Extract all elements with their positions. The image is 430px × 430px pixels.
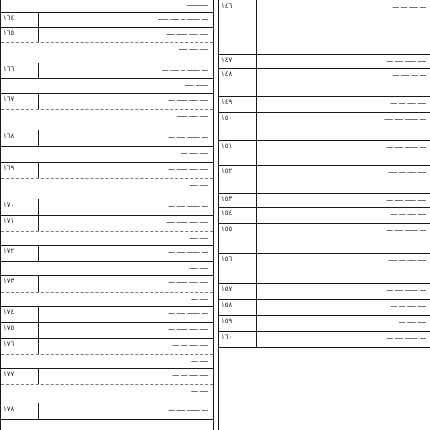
entry-text: ــــ ــــ	[189, 180, 208, 188]
index-row	[219, 96, 430, 113]
entry-text: ــــ ــــ ـــــ	[176, 111, 208, 119]
index-row	[219, 207, 430, 224]
page-number: ١٥٥	[219, 223, 257, 253]
index-row	[219, 299, 430, 316]
entry-text: ــــ ــــ ـــــ ـــ	[168, 95, 208, 103]
entry-text: ـــ ــــــ ــــ ـــ	[168, 247, 208, 255]
page-number: ١٧٣	[1, 275, 39, 292]
right-index-column	[218, 0, 430, 430]
index-row	[1, 354, 213, 369]
index-row	[1, 78, 213, 94]
entry-text: ــــ ـــ	[191, 294, 208, 302]
index-row	[1, 292, 213, 307]
entry-text: ـــ ــــ ـــ ـــ	[392, 2, 426, 10]
entry-text: ــــ ــــ ـــ ــــ	[388, 167, 426, 175]
entry-text: ــــ ــــ ـــ ـــ	[390, 98, 426, 106]
page-number: ١٦٧	[1, 93, 39, 109]
entry-text: ـــ ــــــ ــ ــــ ـــ	[162, 65, 208, 73]
page-number: ١٥٨	[219, 299, 257, 315]
index-row	[219, 0, 430, 55]
entry-text: ـــ ــــــ ــــ ـــ	[386, 285, 426, 293]
index-row	[219, 193, 430, 208]
page-number: ١٤٨	[219, 68, 257, 96]
page-number: ١٥٤	[219, 207, 257, 223]
page-number: ١٦٦	[1, 63, 39, 78]
entry-text: ـــ ــــــ ــــ ـــ	[386, 225, 426, 233]
page-number: ١٥٢	[219, 165, 257, 193]
entry-text: ـــ ــــــ ــــ ــــ	[384, 114, 426, 122]
index-row	[219, 315, 430, 332]
index-row	[1, 162, 213, 179]
entry-text: ـــ ــــــ ــــ ـــ	[386, 333, 426, 341]
index-row	[1, 338, 213, 355]
page-number: ١٧١	[1, 215, 39, 231]
entry-text: ــــ ــــ	[189, 233, 208, 241]
index-row	[1, 231, 213, 246]
index-row	[1, 12, 213, 28]
index-row	[219, 68, 430, 97]
index-row	[1, 215, 213, 232]
entry-text: ــــ ــــ ـــــ ـــ	[168, 324, 208, 332]
entry-text: ـــ ــــــ ــــ ـــ	[168, 405, 208, 413]
page-number: ١٧٦	[1, 338, 39, 354]
page-number: ١٧٨	[1, 403, 39, 419]
entry-text: ـــ ـــ ــــ ـــ	[392, 70, 426, 78]
page-number: ١٤٧	[219, 54, 257, 68]
entry-text: ــــ ــــ	[189, 263, 208, 271]
entry-text: ــــ ــــ ـــ ـــ	[390, 301, 426, 309]
index-row	[1, 275, 213, 293]
index-row	[1, 178, 213, 195]
index-row	[219, 112, 430, 141]
index-row	[1, 306, 213, 323]
index-row	[1, 109, 213, 126]
entry-text: ــــ ــــ ـــ ـــ	[172, 370, 208, 378]
entry-text: ــــ ــــ ـــ ـــ	[172, 340, 208, 348]
page-number: ١٥٧	[219, 283, 257, 299]
index-row	[1, 245, 213, 262]
index-row	[1, 261, 213, 276]
page-number: ١٦٨	[1, 130, 39, 146]
page-number: ١٧٥	[1, 322, 39, 338]
entry-text: ـــ ــــــ ــــ ـــ	[386, 142, 426, 150]
index-row	[1, 199, 213, 216]
index-row	[1, 42, 213, 59]
page-number: ١٤٩	[219, 96, 257, 112]
entry-text: ــــ ــــ ـــ ــــ	[388, 255, 426, 263]
entry-text: ــــ ـــ	[191, 386, 208, 394]
index-row	[1, 384, 213, 399]
index-row	[1, 403, 213, 420]
entry-text: ـــ ــــــ ــــ ـــ	[168, 308, 208, 316]
entry-text: ــــ ــــ ـــ	[398, 317, 426, 325]
entry-text: ــــ ــــ ـــــ ــــ	[166, 29, 208, 37]
index-row	[219, 253, 430, 284]
index-row	[219, 165, 430, 194]
entry-text: ــــ ـــــ ــــ ـــ	[386, 56, 426, 64]
entry-text: ــــ ــــ ـــــ ــــ	[166, 217, 208, 225]
page-number: ١٧٧	[1, 368, 39, 384]
page-number: ١٧٠	[1, 199, 39, 215]
entry-text: ــــ ــــ ـــــ ـــ	[168, 164, 208, 172]
index-row	[1, 368, 213, 385]
index-row	[1, 146, 213, 163]
entry-text: ــــ ـــــ ــــ ـــ	[386, 195, 426, 203]
page-number: ١٥٦	[219, 253, 257, 283]
index-row	[219, 140, 430, 166]
entry-text: ─────	[186, 2, 208, 10]
entry-text: ــــ ــــ ـــــ ـــ	[168, 277, 208, 285]
entry-text: ــــــ ــــ	[185, 80, 208, 88]
index-row	[1, 63, 213, 79]
page-number: ١٥٣	[219, 193, 257, 207]
page-number: ١٤٦	[219, 0, 257, 54]
index-row	[1, 27, 213, 43]
index-row	[1, 93, 213, 110]
entry-text: ــــ ـــ	[191, 356, 208, 364]
page-number: ١٦٥	[1, 27, 39, 42]
index-row	[219, 54, 430, 69]
entry-text: ــــ ــــ ــــ	[178, 44, 208, 52]
index-row	[1, 130, 213, 147]
entry-text: ــــ ــــ ـــ	[180, 148, 208, 156]
page-number: ١٦٩	[1, 162, 39, 178]
page-number: ١٧٢	[1, 245, 39, 261]
page-number: ١٥١	[219, 140, 257, 165]
page-number: ١٧٤	[1, 306, 39, 322]
index-row	[219, 283, 430, 300]
page-number: ١٥٩	[219, 315, 257, 331]
page-number: ١٦٤	[1, 12, 39, 27]
index-row	[1, 322, 213, 339]
index-row	[219, 331, 430, 348]
left-index-column	[0, 0, 214, 430]
page-number: ١٦٠	[219, 331, 257, 347]
entry-text: ـــ ــــــ ــــ ـــ	[168, 132, 208, 140]
index-row	[219, 223, 430, 254]
entry-text: ــــ ــــ ـــ ـــ	[390, 209, 426, 217]
entry-text: ـــ ــــــ ــــ ـــ	[168, 201, 208, 209]
page-number: ١٥٠	[219, 112, 257, 140]
entry-text: ـــ ــــــ ــ ــــ ـــــ	[158, 14, 208, 22]
